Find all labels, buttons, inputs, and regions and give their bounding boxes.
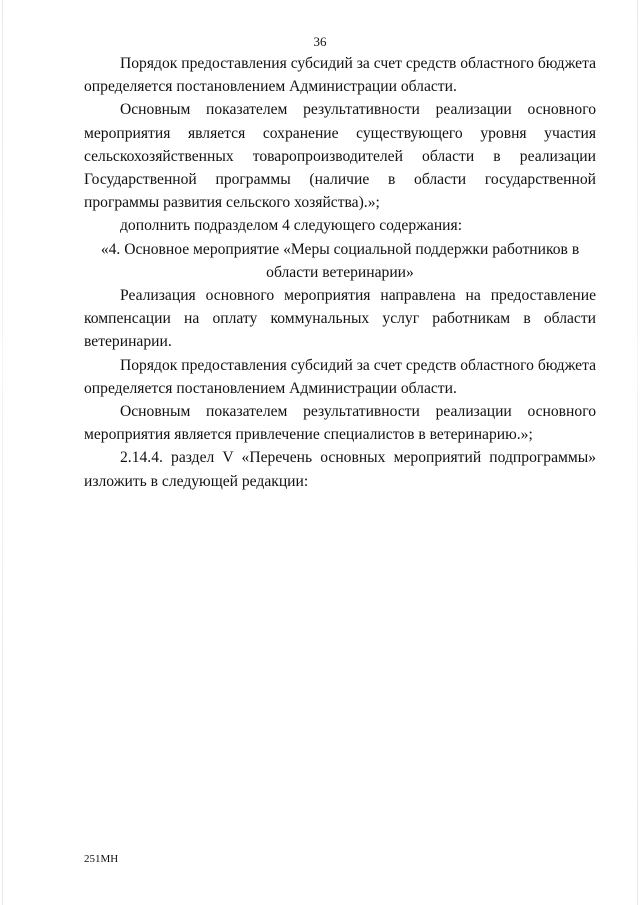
scan-edge-left <box>2 0 3 905</box>
paragraph-subsidy-order-2: Порядок предоставления субсидий за счет средств областного бюджета определяется постановлением Администрации области. <box>84 356 596 397</box>
paragraph-section-v-instruction: 2.14.4. раздел V «Перечень основных мероприятий подпрограммы» изложить в следующей редакции: <box>84 449 596 490</box>
section-heading: «4. Основное мероприятие «Меры социальной поддержки работников в области ветеринарии» <box>100 240 580 281</box>
paragraph-subsidy-order: Порядок предоставления субсидий за счет средств областного бюджета определяется постановлением Администрации области. <box>84 55 596 96</box>
paragraph-implementation: Реализация основного мероприятия направлена на предоставление компенсации на оплату коммунальных услуг работникам в области ветеринарии. <box>84 287 596 351</box>
paragraph-supplement-instruction: дополнить подразделом 4 следующего содержания: <box>120 217 463 235</box>
page-number: 36 <box>313 34 327 49</box>
scan-edge-right <box>637 0 638 905</box>
document-body <box>84 52 596 493</box>
document-code: 251МН <box>84 853 119 865</box>
paragraph-main-indicator-2: Основным показателем результативности реализации основного мероприятия является привлечение специалистов в ветеринарию.»; <box>84 403 596 444</box>
paragraph-main-indicator: Основным показателем результативности реализации основного мероприятия является сохранение существующего уровня участия сельскохозяйственных товаропроизводителей области в реализации Государственной программы (наличие в области государственной программы развития сельского хозяйства).»; <box>84 101 596 212</box>
